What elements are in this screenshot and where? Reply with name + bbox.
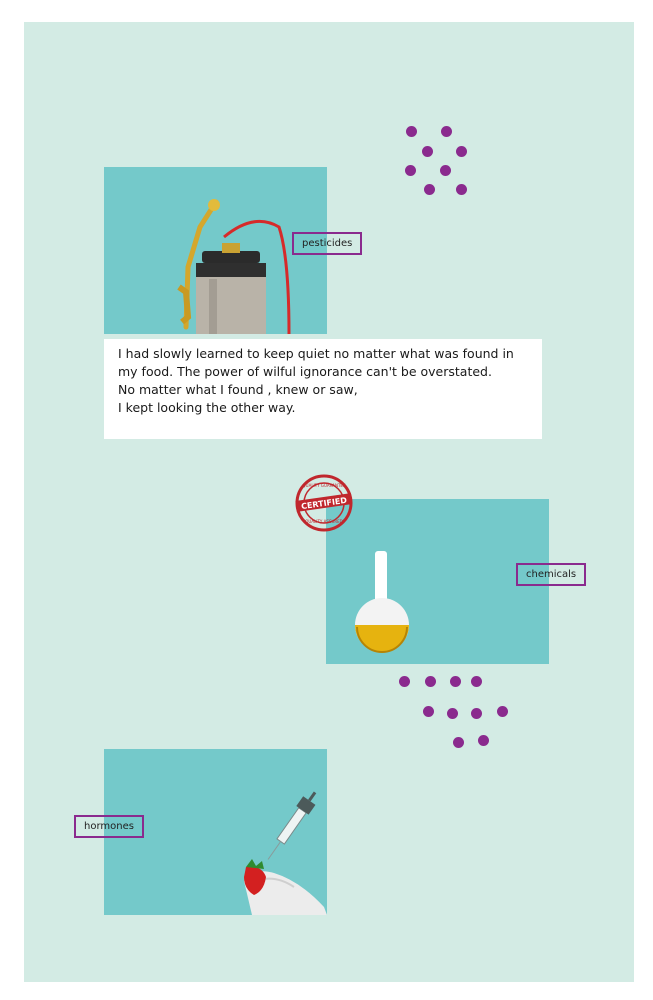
dot: [456, 184, 467, 195]
chemicals-label: chemicals: [516, 563, 586, 586]
dot: [497, 706, 508, 717]
poem-line: I kept looking the other way.: [118, 400, 296, 415]
dot: [422, 146, 433, 157]
dot: [405, 165, 416, 176]
dot: [453, 737, 464, 748]
dot: [423, 706, 434, 717]
dot: [399, 676, 410, 687]
dot: [456, 146, 467, 157]
stamp-word: CERTIFIED: [300, 495, 348, 512]
dot: [450, 676, 461, 687]
dot: [447, 708, 458, 719]
stamp-ring-bottom: QUALITY ASSURED: [305, 519, 343, 524]
dot: [441, 126, 452, 137]
hormones-label: hormones: [74, 815, 144, 838]
dot: [440, 165, 451, 176]
poem-line: No matter what I found , knew or saw,: [118, 382, 358, 397]
dot: [424, 184, 435, 195]
dot: [471, 676, 482, 687]
poem-line: my food. The power of wilful ignorance can't be overstated.: [118, 364, 492, 379]
pesticides-label: pesticides: [292, 232, 362, 255]
poem-text-box: [104, 339, 542, 439]
dot: [478, 735, 489, 746]
dot: [425, 676, 436, 687]
poem-line: I had slowly learned to keep quiet no matter what was found in: [118, 346, 514, 361]
stamp-ring-top: QUALITY GUARANTEE: [302, 483, 346, 488]
dot: [471, 708, 482, 719]
dot: [406, 126, 417, 137]
certified-stamp: [294, 473, 354, 533]
